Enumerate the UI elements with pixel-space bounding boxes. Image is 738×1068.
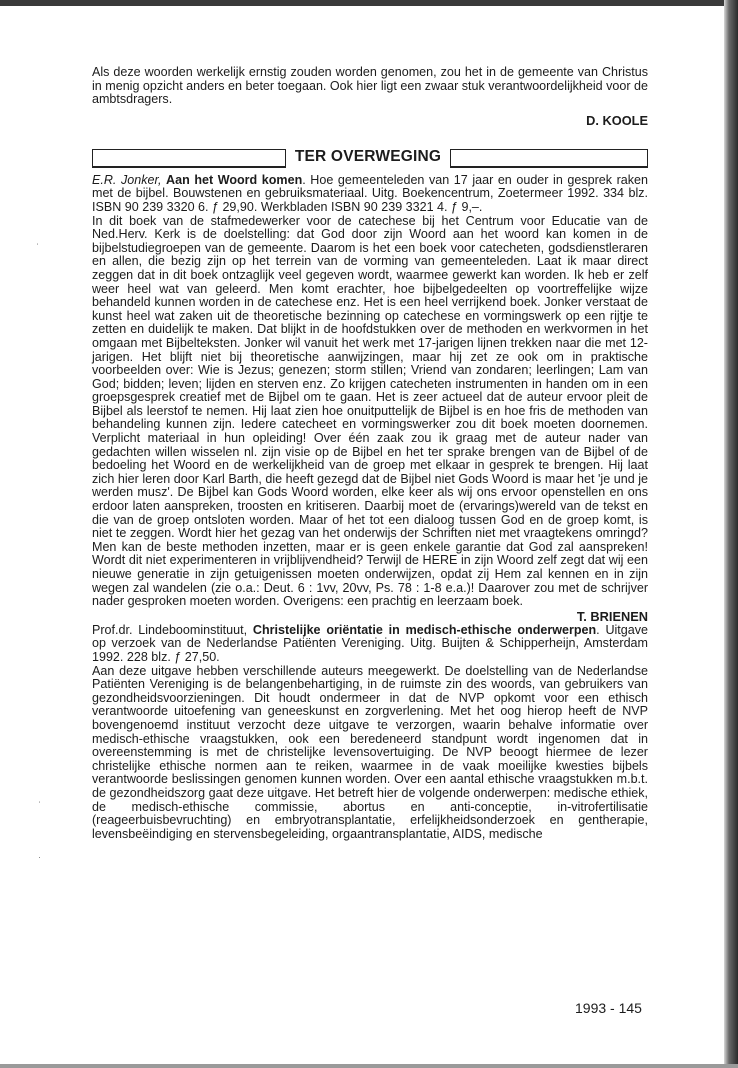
review-1-signature: T. BRIENEN [576,608,648,624]
review-1-biblio: . Hoe gemeenteleden van 17 jaar en ouder in gesprek raken met de bijbel. Bouwstenen en gebruiksmateriaal. Uitg. Boekencentrum, Zoetermeer 1992. 334 blz. ISBN 90 239 3320 6. ƒ 29,90. Werkbladen ISBN 90 239 3321 4. ƒ 9,–. [92,172,648,214]
scan-edge-top [0,0,738,6]
section-title: TER OVERWEGING [294,147,442,165]
margin-mark: ʿ [38,800,41,810]
review-1-body: In dit boek van de stafmedewerker voor de catechese bij het Centrum voor Educatie van de Ned.Herv. Kerk is de doelstelling: dat God door zijn Woord aan het woord kan komen in de bijbelstudiegroepen van de gemeente. Daarom is het een boek voor catecheten, godsdienstleraren en allen, die bezig zijn op het terrein van de vorming van gemeenteleden. Laat ik maar direct zeggen dat in dit boek ontzaglijk veel gegeven wordt, waarmee gewerkt kan worden. Ik heb er zelf weer heel wat van geleerd. Men komt erachter, hoe bijbelgedeelten op voortreffelijke wijze behandeld kunnen worden in de catechese enz. Het is een heel verrijkend boek. Jonker verstaat de kunst heel wat zaken uit de theoretische bezinning op catechese en vormingswerk op een rijtje te zetten en duidelijk te maken. Dat blijkt in de hoofdstukken over de methoden en werkvormen in het omgaan met Bijbelteksten. Jonker wil vanuit het werk met 17-jarigen lijnen trekken naar die met 12-jarigen. Het blijft niet bij theoretische aanwijzingen, maar hij zet ze ook om in praktische voorbeelden over: Wie is Jezus; genezen; storm stillen; Vriend van zondaren; leerlingen; Lam van God; bidden; leven; lijden en sterven enz. Zo krijgen catecheten instrumenten in handen om in een groepsgesprek creatief met de Bijbel om te gaan. Het is zeer actueel dat de auteur ervoor pleit de Bijbel als leerstof te nemen. Hij laat zien hoe onuitputtelijk de Bijbel is en hoe fris de methoden van behandeling kunnen zijn. Iedere catecheet en vormingswerker zou dit boek moeten doornemen. Verplicht materiaal in hun opleiding! Over één zaak zou ik graag met de auteur nader van gedachten willen wisselen nl. zijn visie op de Bijbel en het ter sprake brengen van de Bijbel of de bedoeling het Woord en de werkelijkheid van de groep met elkaar in gesprek te brengen. Hij laat zich hier leren door Karl Barth, die heeft gezegd dat de Bijbel niet Gods Woord is maar het 'je und je werden musz'. De Bijbel kan Gods Woord worden, elke keer als wij ons ervoor openstellen en ons erdoor laten aanspreken, troosten en kritiseren. Daarbij moet de (ervarings)wereld van de tekst en die van de groep ontsloten worden. Maar of het tot een dialoog tussen God en de groep komt, is niet te zeggen. Wordt hier het gezag van het onderwijs der Schriften niet met vraagtekens omringd? Men kan de beste methoden inzetten, maar er is geen enkele garantie dat God zal aanspreken! Wordt dit niet experimenteren in vrijblijvendheid? Terwijl de HERE in zijn Woord zelf zegt dat wij een nieuwe generatie in zijn getuigenissen moeten onderwijzen, opdat zij Hem zal kennen en in zijn wegen zal wandelen (zie o.a.: Deut. 6 : 1vv, 20vv, Ps. 78 : 1-8 e.a.)! Daarover zou met de schrijver nader gesproken moeten worden. Overigens: een prachtig en leerzaam boek. [92,213,648,609]
review-1-title: Aan het Woord komen [166,172,303,187]
review-2-body: Aan deze uitgave hebben verschillende auteurs meegewerkt. De doelstelling van de Nederlandse Patiënten Vereniging is de belangenbehartiging, in de ruimste zin des woords, van gebruikers van gezondheidsvoorzieningen. Dit houdt ondermeer in dat de NVP opkomt voor een ethisch verantwoorde uitoefening van geneeskunst en zorgverlening. Met het oog hierop heeft de NVP bovengenoemd instituut verzocht deze uitgave te verzorgen, waarin behalve informatie over medisch-ethische vraagstukken, ook een beredeneerd standpunt wordt ingenomen dat in overeenstemming is met de christelijke levensovertuiging. De NVP beoogt hiermee de lezer christelijke ethische normen aan te reiken, waarmee in de vaak moeilijke kwesties bijbels verantwoorde beslissingen genomen kunnen worden. Over een aantal ethische vraagstukken m.b.t. de gezondheidszorg gaat deze uitgave. Het betreft hier de volgende onderwerpen: medische ethiek, de medisch-ethische commissie, abortus en anti-conceptie, in-vitrofertilisatie (reageerbuisbevruchting) en embryotransplantatie, erfelijkheidsonderzoek en gentherapie, levensbeëindiging en stervensbegeleiding, orgaantransplantatie, AIDS, medische [92,663,648,841]
review-2-biblio: . Uitgave op verzoek van de Nederlandse Patiënten Vereniging. Uitg. Buijten & Schipperheijn, Amsterdam 1992. 228 blz. ƒ 27,50. [92,622,648,664]
scan-edge-right [724,0,738,1068]
banner-left-box [92,149,286,168]
banner-right-box [450,149,648,168]
review-1-author: E.R. Jonker, [92,172,162,187]
review-2-title: Christelijke oriëntatie in medisch-ethische onderwerpen [252,622,597,637]
margin-mark: · [38,852,41,862]
section-banner [92,146,648,168]
intro-signature: D. KOOLE [586,112,648,128]
page-number: 1993 - 145 [575,1000,642,1016]
margin-mark: ʿ [36,242,39,252]
intro-paragraph: Als deze woorden werkelijk ernstig zouden worden genomen, zou het in de gemeente van Christus in menig opzicht anders en beter toegaan. Ook hier ligt een zwaar stuk verantwoordelijkheid voor de ambtsdragers. [92,65,648,107]
page-content [92,66,648,841]
review-2-header [92,624,648,665]
scan-edge-bottom [0,1064,738,1068]
review-1-header [92,174,648,215]
review-2-author: Prof.dr. Lindeboominstituut, [92,622,248,637]
